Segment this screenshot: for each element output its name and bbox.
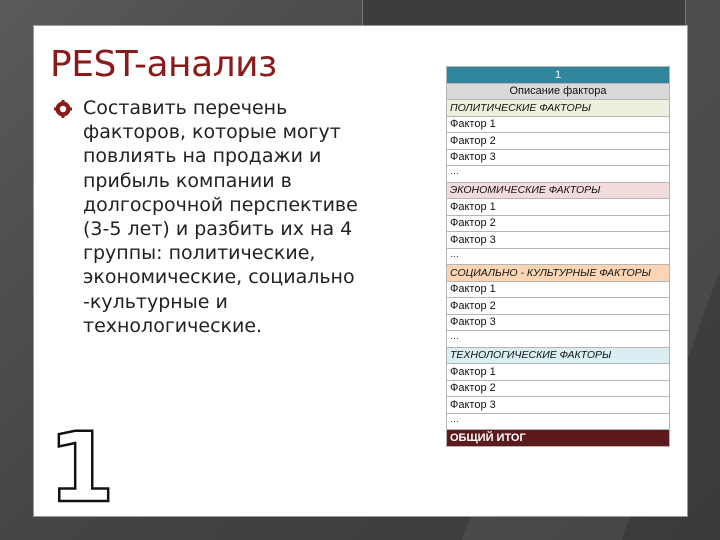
- bullet-text: Составить перечень факторов, которые могут повлиять на продажи и прибыль компании в долгосрочной перспективе (3-5 лет) и разбить их на 4 группы: политические, экономические, социально -культурные и технологические.: [83, 97, 358, 337]
- factor-row: [447, 215, 670, 232]
- section-title: ПОЛИТИЧЕСКИЕ ФАКТОРЫ: [447, 100, 670, 117]
- column-number: 1: [447, 67, 670, 84]
- factor-row: [447, 199, 670, 216]
- slide: [33, 25, 688, 524]
- factor-cell: Фактор 3: [447, 149, 670, 166]
- bullet-item: [54, 96, 436, 338]
- gear-bullet-icon: [54, 100, 72, 118]
- ellipsis-cell: …: [447, 413, 670, 430]
- factors-table: [446, 66, 670, 447]
- factor-row: [447, 149, 670, 166]
- step-number: 1: [48, 412, 115, 524]
- section-row: [447, 182, 670, 199]
- factor-row: [447, 397, 670, 414]
- factor-row: [447, 133, 670, 150]
- section-title: СОЦИАЛЬНО - КУЛЬТУРНЫЕ ФАКТОРЫ: [447, 265, 670, 282]
- factor-row: [447, 314, 670, 331]
- factor-cell: Фактор 1: [447, 199, 670, 216]
- factor-cell: Фактор 2: [447, 133, 670, 150]
- factor-cell: Фактор 3: [447, 232, 670, 249]
- factor-cell: Фактор 1: [447, 281, 670, 298]
- section-row: [447, 347, 670, 364]
- factor-cell: Фактор 3: [447, 314, 670, 331]
- factor-cell: Фактор 1: [447, 364, 670, 381]
- slide-title: PEST-анализ: [50, 44, 277, 85]
- column-header: Описание фактора: [447, 83, 670, 100]
- section-row: [447, 100, 670, 117]
- ellipsis-row: [447, 413, 670, 430]
- factor-row: [447, 232, 670, 249]
- total-row: [447, 430, 670, 447]
- factor-cell: Фактор 1: [447, 116, 670, 133]
- ellipsis-cell: …: [447, 331, 670, 348]
- total-cell: ОБЩИЙ ИТОГ: [447, 430, 670, 447]
- table-column-number-row: [447, 67, 670, 84]
- section-row: [447, 265, 670, 282]
- table-header-row: [447, 83, 670, 100]
- factor-row: [447, 281, 670, 298]
- ellipsis-row: [447, 331, 670, 348]
- section-title: ТЕХНОЛОГИЧЕСКИЕ ФАКТОРЫ: [447, 347, 670, 364]
- ellipsis-row: [447, 166, 670, 183]
- factor-row: [447, 116, 670, 133]
- factor-row: [447, 364, 670, 381]
- factor-cell: Фактор 2: [447, 298, 670, 315]
- factor-cell: Фактор 2: [447, 380, 670, 397]
- factor-cell: Фактор 3: [447, 397, 670, 414]
- factor-row: [447, 380, 670, 397]
- ellipsis-cell: …: [447, 248, 670, 265]
- ellipsis-cell: …: [447, 166, 670, 183]
- ellipsis-row: [447, 248, 670, 265]
- factor-row: [447, 298, 670, 315]
- section-title: ЭКОНОМИЧЕСКИЕ ФАКТОРЫ: [447, 182, 670, 199]
- factor-cell: Фактор 2: [447, 215, 670, 232]
